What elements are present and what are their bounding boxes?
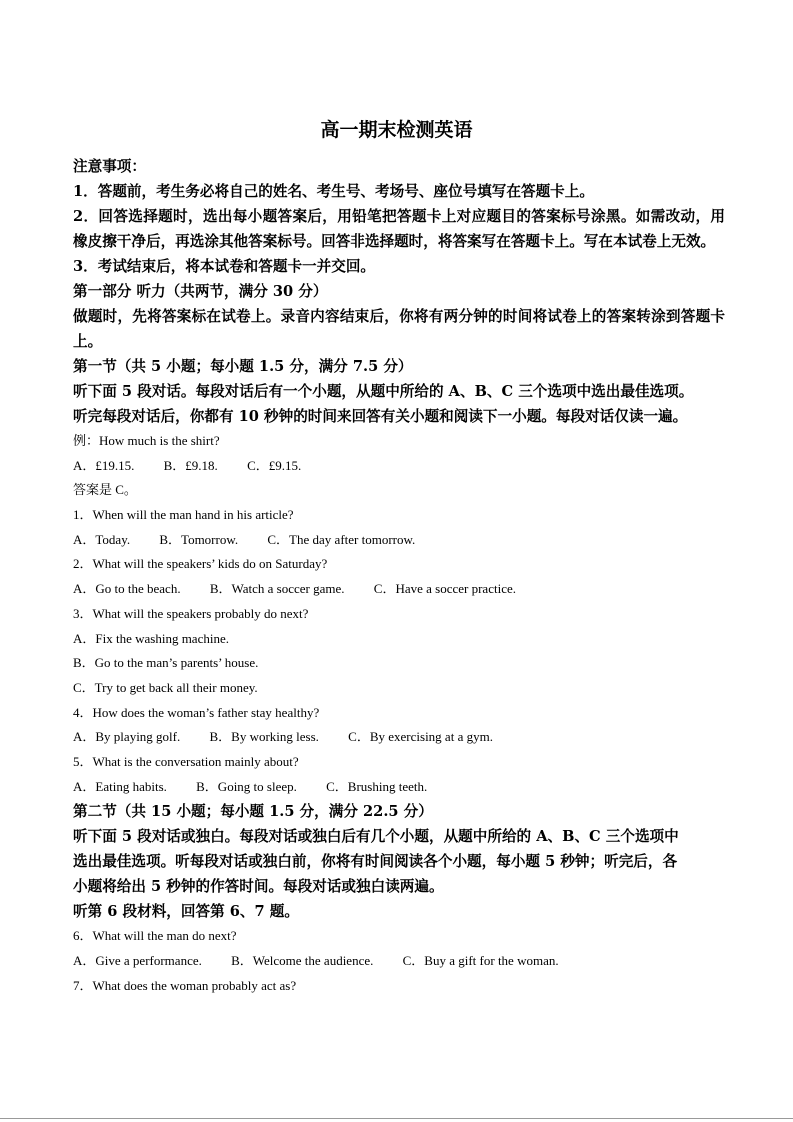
question-6: 6．What will the man do next? — [73, 928, 237, 944]
notice-item-3: 3．考试结束后，将本试卷和答题卡一并交回。 — [73, 258, 376, 275]
question-4: 4．How does the woman’s father stay healthy? — [73, 704, 320, 720]
question-5-options — [73, 775, 725, 800]
question-1-option-c: C．The day after tomorrow. — [267, 531, 416, 547]
question-4-option-c: C．By exercising at a gym. — [348, 729, 493, 745]
example-answer: 答案是 C。 — [73, 482, 137, 498]
question-6-options — [73, 949, 725, 974]
notice-heading: 注意事项： — [73, 158, 146, 175]
question-1-option-a: A．Today. — [73, 531, 131, 547]
question-3-option-a: A．Fix the washing machine. — [73, 630, 229, 646]
part1-heading: 第一部分 听力（共两节，满分 30 分） — [73, 283, 328, 300]
question-3-option-b: B．Go to the man’s parents’ house. — [73, 655, 259, 671]
question-2-option-a: A．Go to the beach. — [73, 581, 181, 597]
section2-heading: 第二节（共 15 小题；每小题 1.5 分，满分 22.5 分） — [73, 803, 433, 821]
example-option-c: C．£9.15. — [247, 457, 302, 473]
notice-item-2: 2．回答选择题时，选出每小题答案后，用铅笔把答题卡上对应题目的答案标号涂黑。如需改动，用橡皮擦干净后，再选涂其他答案标号。回答非选择题时，将答案写在答题卡上。写在本试卷上无效。 — [73, 208, 725, 250]
example-options — [73, 454, 725, 479]
exam-content — [73, 154, 725, 998]
question-3-option-c: C．Try to get back all their money. — [73, 679, 258, 695]
question-6-option-c: C．Buy a gift for the woman. — [402, 953, 559, 968]
section2-instruction-line3: 小题将给出 5 秒钟的作答时间。每段对话或独白读两遍。 — [73, 878, 444, 896]
section1-heading: 第一节（共 5 小题；每小题 1.5 分，满分 7.5 分） — [73, 358, 413, 375]
section2-instruction-line1: 听下面 5 段对话或独白。每段对话或独白后有几个小题，从题中所给的 A、B、C 三个选项中 — [73, 828, 679, 846]
question-5-option-b: B．Going to sleep. — [196, 778, 297, 794]
question-2-options — [73, 577, 725, 602]
question-6-option-b: B．Welcome the audience. — [231, 953, 374, 968]
material-6-heading: 听第 6 段材料，回答第 6、7 题。 — [73, 903, 299, 921]
question-5-option-c: C．Brushing teeth. — [326, 778, 428, 794]
question-2-option-c: C．Have a soccer practice. — [373, 581, 516, 597]
example-option-b: B．£9.18. — [163, 457, 218, 473]
example-question: 例：How much is the shirt? — [73, 433, 220, 448]
question-1-option-b: B．Tomorrow. — [159, 531, 239, 547]
question-5-option-a: A．Eating habits. — [73, 778, 167, 794]
section2-instruction-line2: 选出最佳选项。听每段对话或独白前，你将有时间阅读各个小题，每小题 5 秒钟；听完后，各 — [73, 853, 678, 871]
example-option-a: A．£19.15. — [73, 457, 135, 473]
question-1: 1．When will the man hand in his article? — [73, 507, 294, 523]
question-6-option-a: A．Give a performance. — [73, 953, 202, 968]
page-bottom-rule — [0, 1118, 793, 1119]
question-7: 7．What does the woman probably act as? — [73, 977, 297, 993]
question-1-options — [73, 528, 725, 553]
question-5: 5．What is the conversation mainly about? — [73, 753, 299, 769]
question-2: 2．What will the speakers’ kids do on Saturday? — [73, 556, 328, 572]
question-2-option-b: B．Watch a soccer game. — [209, 581, 345, 597]
section1-instruction-line2: 听完每段对话后，你都有 10 秒钟的时间来回答有关小题和阅读下一小题。每段对话仅读一遍。 — [73, 408, 688, 425]
question-4-option-b: B．By working less. — [209, 729, 319, 745]
part1-instructions: 做题时，先将答案标在试卷上。录音内容结束后，你将有两分钟的时间将试卷上的答案转涂到答题卡上。 — [73, 308, 725, 350]
question-4-options — [73, 725, 725, 750]
notice-item-1: 1．答题前，考生务必将自己的姓名、考生号、考场号、座位号填写在答题卡上。 — [73, 183, 594, 200]
page-title: 高一期末检测英语 — [320, 119, 473, 141]
question-4-option-a: A．By playing golf. — [73, 729, 181, 745]
question-3: 3．What will the speakers probably do next? — [73, 605, 309, 621]
section1-instruction-line1: 听下面 5 段对话。每段对话后有一个小题，从题中所给的 A、B、C 三个选项中选出最佳选项。 — [73, 383, 694, 400]
